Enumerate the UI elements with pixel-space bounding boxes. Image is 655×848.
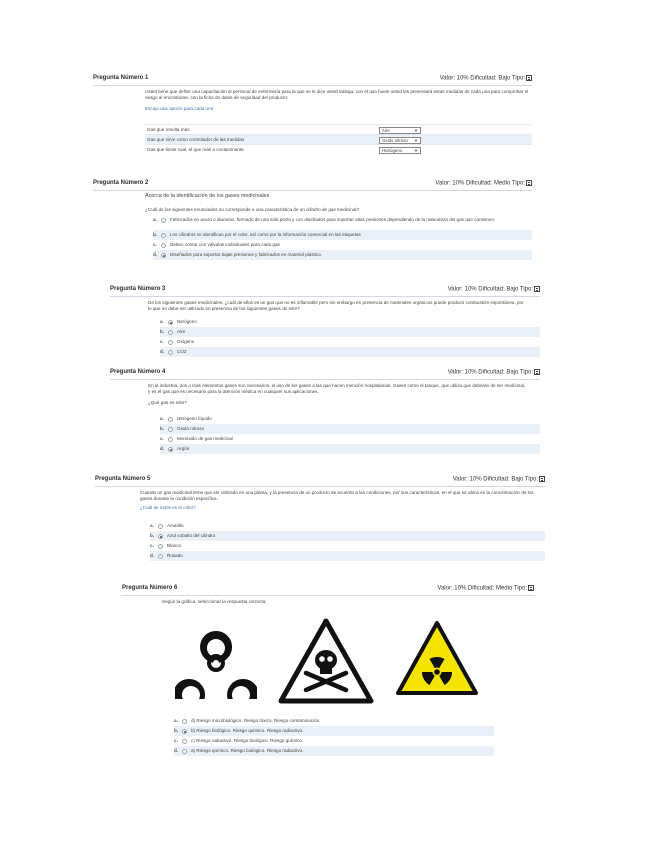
meta-text: Valor: 10% Dificultad: Bajo Tipo: (447, 286, 533, 293)
meta-text: Valor: 10% Dificultad: Medio Tipo: (435, 180, 525, 187)
option-letter: d. (153, 252, 158, 258)
question-prompt: ¿Cuál de estos es el color? (140, 505, 196, 511)
option-letter: c. (174, 738, 178, 743)
option[interactable] (174, 726, 494, 736)
question-5 (95, 476, 545, 561)
radiation-icon (395, 620, 479, 696)
list-icon (534, 286, 540, 292)
radio-button[interactable] (182, 749, 187, 754)
option[interactable] (160, 434, 540, 444)
option[interactable] (160, 424, 540, 434)
question-header (95, 476, 545, 486)
question-title: Pregunta Número 2 (93, 180, 149, 186)
row-label: Gas que sirve como controlador de las medidas (147, 136, 245, 142)
option-letter: c. (150, 542, 154, 548)
radio-button[interactable] (168, 427, 173, 432)
option-letter: d. (160, 445, 165, 451)
matching-table (145, 124, 532, 154)
toxic-skull-icon (278, 618, 374, 704)
answer-select[interactable] (379, 127, 421, 134)
question-statement: Según la gráfica, seleccionar la respuesta correcta: (162, 599, 267, 604)
option-text: Amarillo (167, 522, 184, 528)
option-text: Azul cobalto del cilindro (167, 532, 216, 538)
dropdown-arrow-icon: ▼ (414, 147, 418, 153)
question-statement: De los siguientes gases medicinales, ¿cuál de ellos es un gas que no es inflamable pero sin embargo en presencia de materiales orgánicos puede producir combustión espontánea, por lo que no debe ser utilizado en presencia de los siguientes gases de este? (148, 300, 524, 311)
option-letter: a. (153, 217, 157, 223)
option[interactable] (174, 716, 494, 726)
question-prompt: ¿Qué gas es este? (148, 400, 187, 406)
question-prompt: ¿Cuál de los siguientes enunciados no corresponde a una característica de un cilindro de gas medicinal? (145, 206, 359, 212)
row-label: Gas que limite cual, el que más a contaminante (147, 146, 244, 152)
option-text: a) Riesgo químico. Riesgo biológico. Riesgo radiactivo. (191, 748, 304, 753)
list-icon (526, 180, 532, 186)
option-letter: a. (160, 415, 164, 421)
question-title: Pregunta Número 1 (93, 75, 149, 81)
meta-text: Valor: 10% Dificultad: Medio Tipo: (437, 585, 527, 592)
option-letter: c. (160, 339, 164, 345)
biohazard-icon (175, 627, 257, 699)
radio-button[interactable] (168, 340, 173, 345)
option[interactable] (153, 250, 532, 260)
list-icon (534, 369, 540, 375)
radio-button[interactable] (161, 218, 166, 223)
radio-button[interactable] (168, 320, 173, 325)
radio-button[interactable] (182, 719, 187, 724)
radio-button[interactable] (168, 330, 173, 335)
option-letter: c. (160, 435, 164, 441)
row-label: Gas que resulta más (147, 126, 190, 132)
divider (122, 595, 534, 596)
option-letter: b. (174, 728, 179, 733)
radio-button[interactable] (161, 233, 166, 238)
answer-select[interactable] (379, 147, 421, 154)
radio-button[interactable] (158, 534, 163, 539)
question-meta (435, 180, 532, 187)
question-header (93, 180, 532, 190)
question-header (110, 286, 540, 296)
question-meta (437, 585, 534, 592)
divider (93, 85, 532, 86)
option[interactable] (160, 444, 540, 454)
option[interactable] (160, 317, 540, 327)
radio-button[interactable] (158, 554, 163, 559)
question-1 (93, 75, 532, 154)
dropdown-arrow-icon: ▼ (414, 127, 418, 133)
select-value: Oxido nitroso (382, 137, 408, 143)
list-icon (526, 75, 532, 81)
radio-button[interactable] (158, 544, 163, 549)
divider (110, 296, 540, 297)
question-substatement: Escoja una opción para cada uno (145, 106, 214, 112)
question-header (110, 369, 540, 379)
question-meta (440, 75, 532, 82)
options-list (160, 317, 540, 357)
question-3 (110, 286, 540, 357)
option-text: Argón (177, 445, 190, 451)
option-text: Blanco (167, 542, 182, 548)
option-letter: b. (150, 532, 155, 538)
option-letter: d. (150, 552, 155, 558)
question-title: Pregunta Número 3 (110, 286, 166, 292)
radio-button[interactable] (168, 350, 173, 355)
option-letter: d. (160, 349, 165, 355)
option-letter: d. (174, 748, 179, 753)
option[interactable] (153, 230, 532, 240)
option-text: Diseñados para soportar bajas presiones y fabricados en material plástico. (170, 252, 322, 258)
option-text: Rosado (167, 552, 183, 558)
option[interactable] (150, 551, 545, 561)
radio-button[interactable] (161, 253, 166, 258)
option-text: Nitrógeno líquido (177, 415, 212, 421)
radio-button[interactable] (182, 739, 187, 744)
option-text: CO2 (177, 349, 187, 355)
option-text: Nitrógeno (177, 319, 197, 325)
radio-button[interactable] (168, 437, 173, 442)
option-text: c) Riesgo radiactivo. Riesgo biológico. Riesgo químico. (191, 738, 304, 743)
question-statement: Acerca de la identificación de los gases medicinales (145, 193, 270, 199)
question-meta (448, 369, 540, 376)
select-value: Aire (382, 127, 390, 133)
meta-text: Valor: 10% Dificultad: Bajo Tipo: (439, 75, 525, 82)
question-meta (453, 476, 545, 483)
options-list (150, 521, 545, 561)
option-letter: c. (153, 242, 157, 248)
option-text: Oxido nitroso (177, 425, 205, 431)
option[interactable] (160, 327, 540, 337)
option-text: Monóxido de gas medicinal (177, 435, 233, 441)
select-value: Hidrógeno (382, 147, 403, 153)
radio-button[interactable] (168, 447, 173, 452)
question-6-options (174, 716, 494, 756)
option[interactable] (150, 521, 545, 531)
radio-button[interactable] (168, 417, 173, 422)
option-text: Aire (177, 329, 186, 335)
divider (93, 190, 532, 191)
question-meta (448, 286, 540, 293)
option-letter: a. (160, 319, 164, 325)
option-letter: b. (153, 232, 158, 238)
meta-text: Valor: 10% Dificultad: Bajo Tipo: (452, 476, 538, 483)
question-6 (122, 585, 534, 605)
option-letter: b. (160, 329, 165, 335)
option-text: Fabricados en acero o aluminio, formado de una sola pieza y con diseñados para soportar altas presiones dependiendo de la naturaleza del gas que contienen. (170, 217, 496, 223)
question-statement: Usted tiene que definir una capacitación al personal de enfermería para la que se le dice usted trabaja, con el que huele usted les presentará estas medidas de cada una para comprobar el riesgo al encontrarse, con la ficha de datos de seguridad del producto: (145, 89, 529, 100)
matching-row (145, 134, 532, 144)
option[interactable] (153, 240, 532, 250)
option[interactable] (160, 414, 540, 424)
radio-button[interactable] (158, 524, 163, 529)
option-text: Los cilindros se identifican por el color, así como por la información comercial en las etiquetas (170, 232, 361, 238)
option-letter: a. (150, 522, 154, 528)
divider (110, 379, 540, 380)
radio-button[interactable] (182, 729, 187, 734)
dropdown-arrow-icon: ▼ (414, 137, 418, 143)
answer-select[interactable] (379, 137, 421, 144)
option[interactable] (174, 746, 494, 756)
option-text: Oxígeno (177, 339, 195, 345)
question-2 (93, 180, 532, 260)
option-letter: a. (174, 718, 178, 723)
divider (95, 486, 545, 487)
question-statement: En la industria, dos o más elementos gases son necesarios, el uso de los gases a las que hacen mención hospitalarias. Gases como el tanque, que utiliza que deberán de ser medicinal, y es el gas que es necesario para la atención médica en cualquier sus aplicaciones. (148, 383, 526, 394)
option-text: b) Riesgo biológico. Riesgo químico. Riesgo radiactivo. (191, 728, 304, 733)
option[interactable] (150, 531, 545, 541)
list-icon (528, 585, 534, 591)
option[interactable] (153, 215, 532, 230)
option[interactable] (160, 337, 540, 347)
question-title: Pregunta Número 5 (95, 476, 151, 482)
question-title: Pregunta Número 4 (110, 369, 166, 375)
radio-button[interactable] (161, 243, 166, 248)
list-icon (539, 476, 545, 482)
matching-row (145, 124, 532, 134)
option-text: Deben contar con válvulas individuales para cada gas (170, 242, 280, 248)
options-list (160, 414, 540, 454)
option[interactable] (174, 736, 494, 746)
option-letter: b. (160, 425, 165, 431)
question-4 (110, 369, 540, 454)
matching-row (145, 144, 532, 154)
question-title: Pregunta Número 6 (122, 585, 178, 591)
option[interactable] (160, 347, 540, 357)
question-header (93, 75, 532, 85)
options-list (153, 215, 532, 260)
option-text: d) Riesgo microbiológico. Riesgo tóxico. Riesgo contaminación. (191, 718, 321, 723)
option[interactable] (150, 541, 545, 551)
meta-text: Valor: 10% Dificultad: Bajo Tipo: (447, 369, 533, 376)
question-header (122, 585, 534, 595)
question-statement: Cuando un gas medicinal tiene que ser utilizado en una planta, y la presencia de un producto de acuerdo a las condiciones, por sus características, en el que se ubica en la concentración de los gases durante la condición específica. (140, 490, 534, 501)
